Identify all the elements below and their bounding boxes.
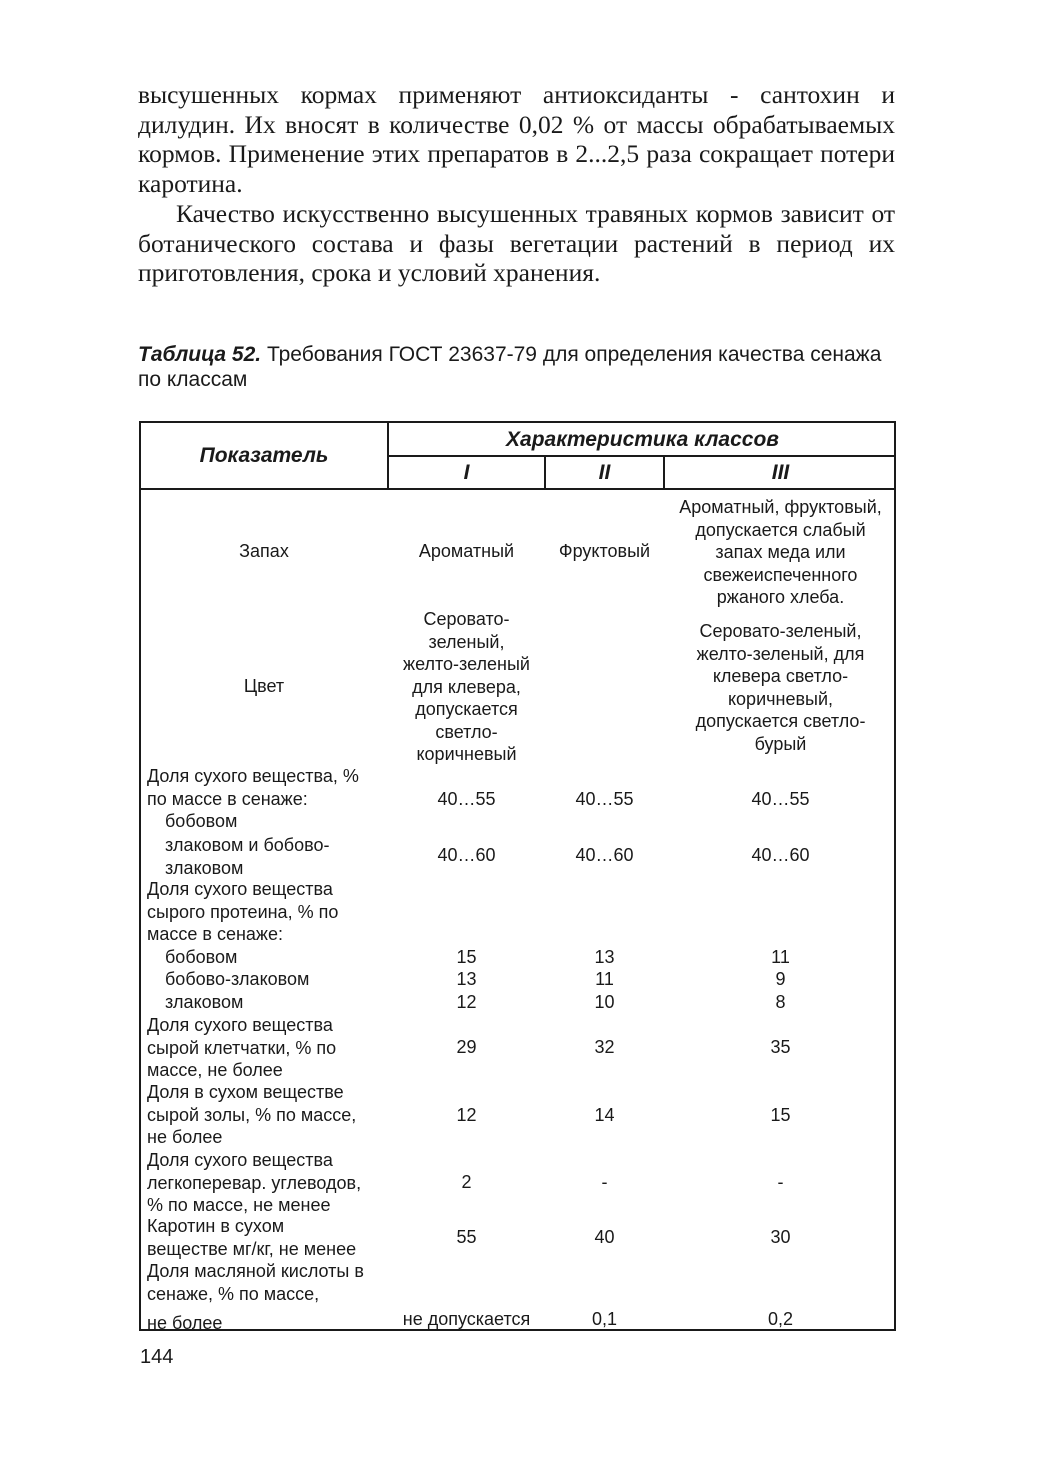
header-class-3: III (771, 461, 790, 484)
table-caption (138, 342, 898, 392)
header-class-2: II (598, 461, 611, 484)
row-color-class-1: Серовато- зеленый, желто-зеленый для клевера, допускается светло- коричневый (403, 609, 530, 764)
row-protein-bean-class-1: 15 (456, 947, 477, 967)
row-dry-grass-class-3: 40…60 (751, 845, 810, 865)
row-fiber-class-2: 32 (594, 1037, 615, 1057)
row-ash-class-2: 14 (594, 1105, 615, 1125)
row-fiber-class-1: 29 (456, 1037, 477, 1057)
quality-table (139, 421, 896, 1331)
header-classes: Характеристика классов (506, 428, 779, 451)
row-carotene-class-3: 30 (770, 1227, 791, 1247)
row-butyric-label: Доля масляной кислоты в сенаже, % по массе, не более (147, 1261, 364, 1333)
body-paragraph-2: Качество искусственно высушенных травяных кормов зависит от ботанического состава и фазы вегетации растений в период их приготовления, срока и условий хранения. (138, 199, 895, 287)
row-smell-class-2: Фруктовый (558, 541, 651, 561)
row-carotene-class-1: 55 (456, 1227, 477, 1247)
row-protein-label: Доля сухого вещества сырого протеина, % по массе в сенаже: (147, 879, 339, 944)
row-color-class-3: Серовато-зеленый, желто-зеленый, для клевера светло- коричневый, допускается светло- бурый (695, 621, 866, 754)
row-ash-class-3: 15 (770, 1105, 791, 1125)
row-protein-bean-class-2: 13 (594, 947, 615, 967)
row-color-label: Цвет (243, 676, 285, 696)
row-protein-grass-label: злаковом (165, 992, 244, 1012)
row-smell-class-3: Ароматный, фруктовый, допускается слабый запах меда или свежеиспеченного ржаного хлеба. (679, 497, 882, 607)
page-number: 144 (140, 1346, 174, 1368)
table-title: Требования ГОСТ 23637-79 для определения качества сенажа по классам (138, 343, 882, 391)
row-protein-grass-class-3: 8 (775, 992, 786, 1012)
body-paragraph-1: высушенных кормах применяют антиоксиданты - сантохин и дилудин. Их вносят в количестве 0,02 % от массы обрабатываемых кормов. Применение этих препаратов в 2...2,5 раза сокращает потери каротина. (138, 80, 895, 198)
row-carbs-class-3: - (777, 1172, 784, 1192)
table-number: Таблица 52. (138, 343, 262, 366)
header-class-1: I (463, 461, 470, 484)
row-carbs-class-2: - (601, 1172, 608, 1192)
row-dry-grass-label: злаковом и бобово- злаковом (165, 835, 330, 878)
row-protein-mixed-class-3: 9 (775, 969, 786, 989)
row-ash-label: Доля в сухом веществе сырой золы, % по массе, не более (147, 1082, 357, 1147)
row-smell-class-1: Ароматный (418, 541, 515, 561)
row-carbs-class-1: 2 (461, 1172, 472, 1192)
header-divider (387, 455, 896, 457)
row-protein-grass-class-1: 12 (456, 992, 477, 1012)
row-fiber-class-3: 35 (770, 1037, 791, 1057)
row-protein-bean-class-3: 11 (771, 947, 790, 967)
row-dry-bean-class-1: 40…55 (437, 789, 496, 809)
row-dry-grass-class-2: 40…60 (575, 845, 634, 865)
row-protein-mixed-label: бобово-злаковом (165, 969, 310, 989)
row-dry-bean-class-2: 40…55 (575, 789, 634, 809)
row-carbs-label: Доля сухого вещества легкоперевар. углеводов, % по массе, не менее (147, 1150, 362, 1215)
header-indicator: Показатель (199, 444, 329, 467)
row-protein-grass-class-2: 10 (594, 992, 615, 1012)
row-carotene-class-2: 40 (594, 1227, 615, 1247)
row-ash-class-1: 12 (456, 1105, 477, 1125)
row-protein-mixed-class-1: 13 (456, 969, 477, 989)
row-fiber-label: Доля сухого вещества сырой клетчатки, % по массе, не более (147, 1015, 337, 1080)
row-protein-bean-label: бобовом (165, 947, 238, 967)
row-dry-grass-class-1: 40…60 (437, 845, 496, 865)
row-butyric-class-1: не допускается (402, 1309, 531, 1329)
header-bottom-line (141, 488, 896, 490)
row-butyric-class-3: 0,2 (767, 1309, 794, 1329)
row-butyric-class-2: 0,1 (591, 1309, 618, 1329)
row-smell-label: Запах (239, 541, 289, 561)
row-carotene-label: Каротин в сухом веществе мг/кг, не менее (147, 1216, 357, 1259)
row-protein-mixed-class-2: 11 (595, 969, 614, 989)
row-dry-matter-label: Доля сухого вещества, % по массе в сенаже: бобовом (147, 766, 359, 831)
row-dry-bean-class-3: 40…55 (751, 789, 810, 809)
